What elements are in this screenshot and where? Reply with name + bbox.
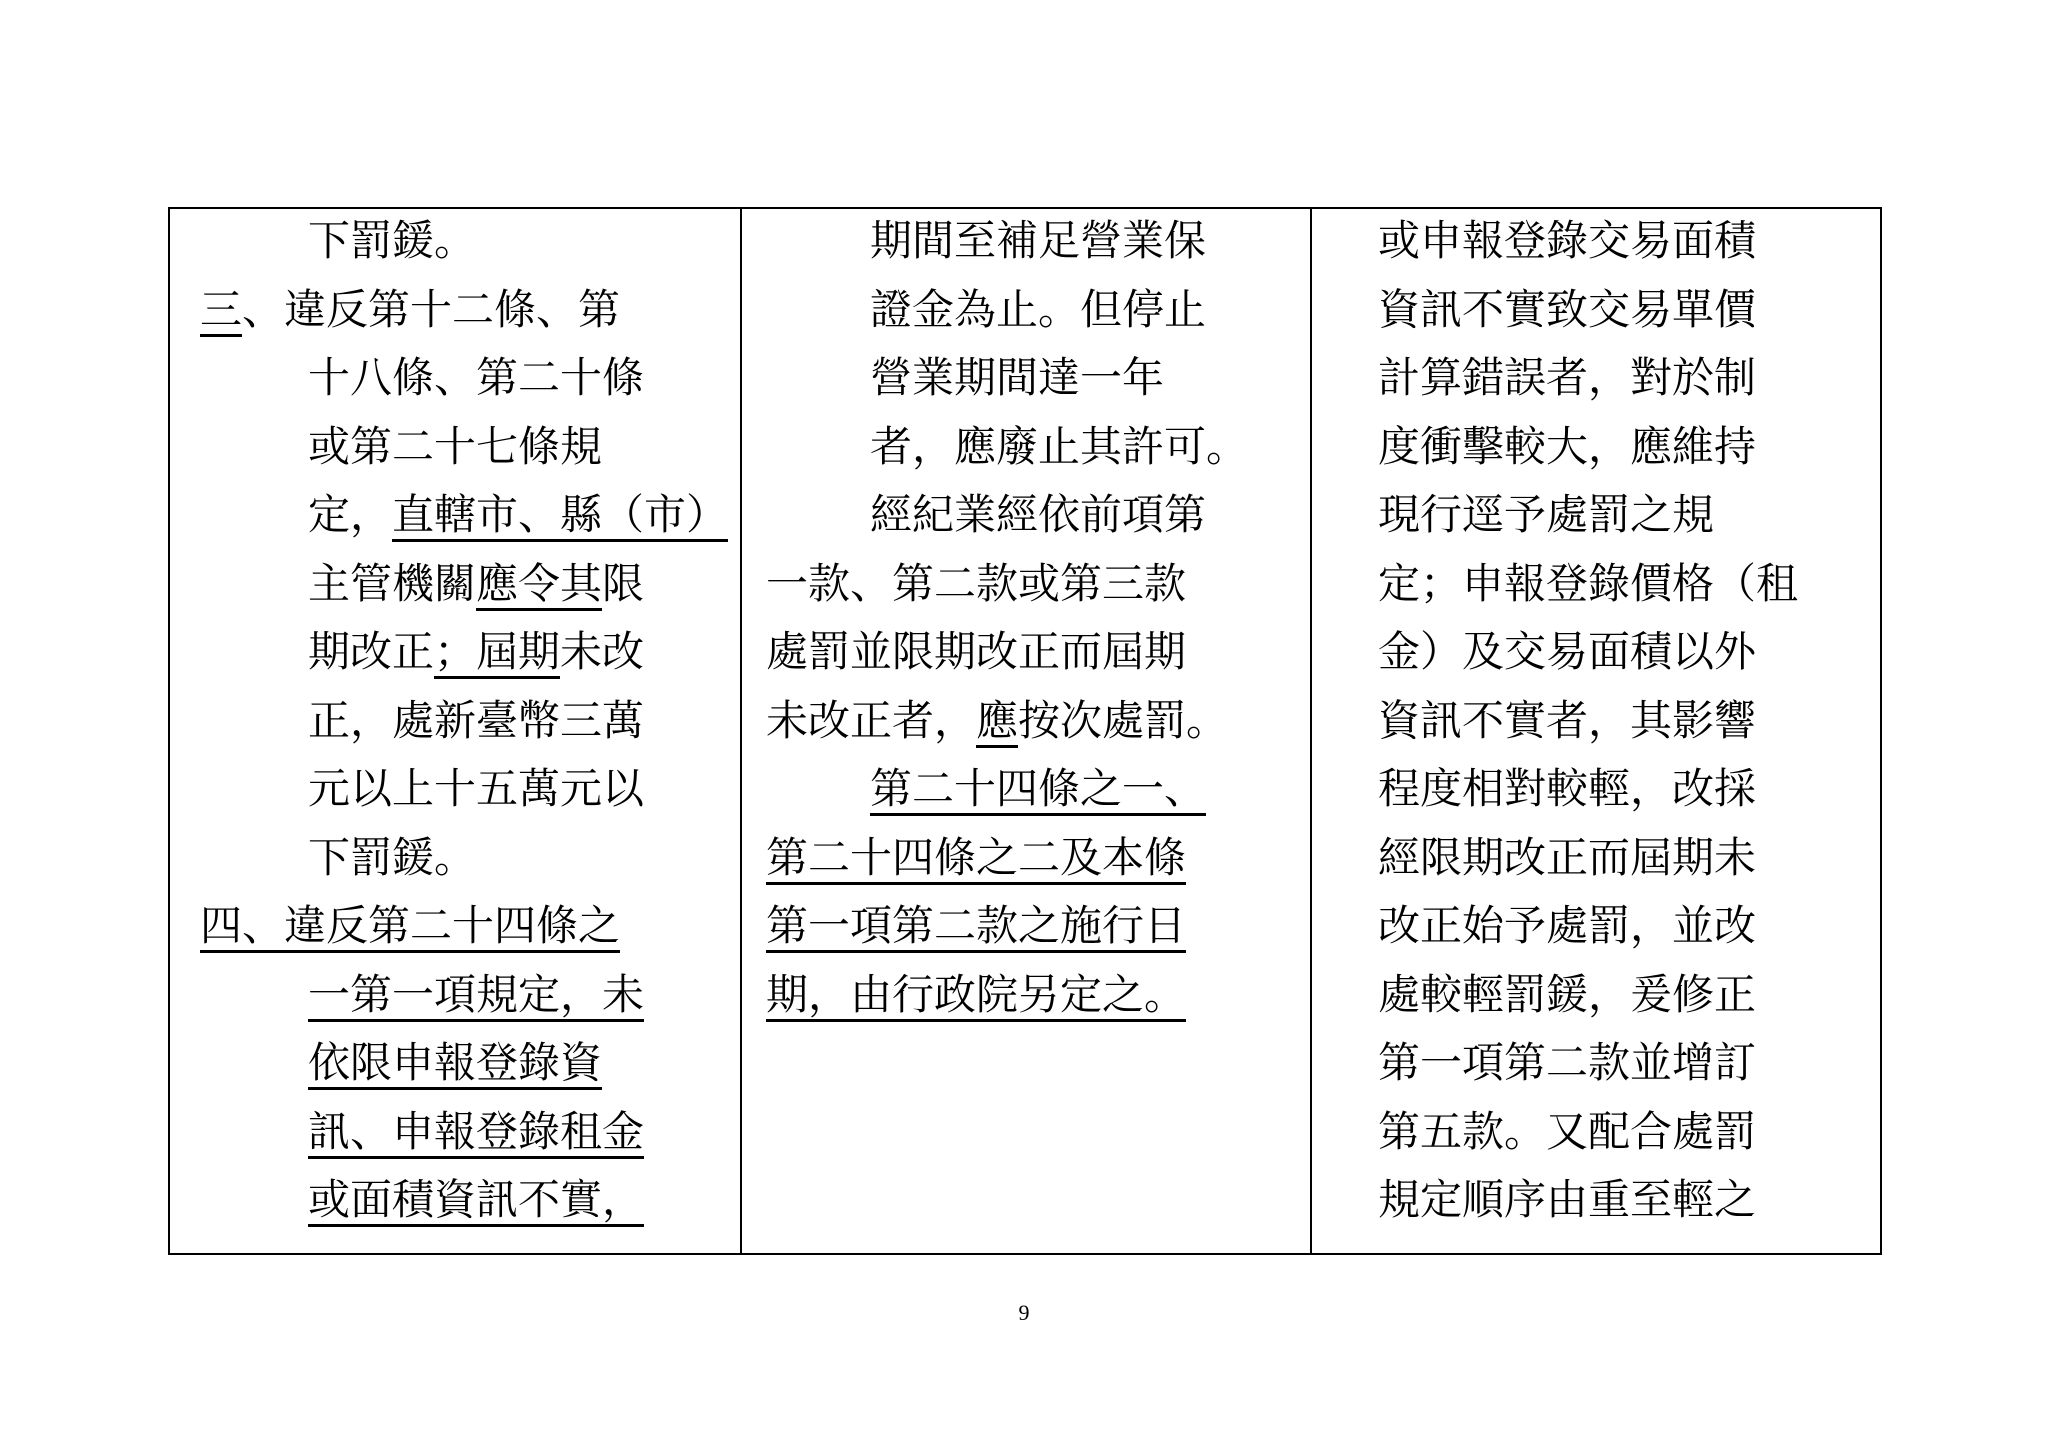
text-line [1378, 487, 1878, 543]
page-number: 9 [1018, 1300, 1030, 1325]
text-segment: 下罰鍰。 [308, 216, 477, 265]
underlined-text: 四、違反第二十四條之 [200, 901, 620, 953]
text-line [1378, 1035, 1878, 1091]
text-segment: 計算錯誤者，對於制 [1378, 353, 1757, 402]
text-line [1378, 1172, 1878, 1228]
text-line [308, 556, 698, 612]
text-segment: 期改正 [308, 627, 435, 676]
text-line [870, 419, 1290, 475]
text-line [308, 419, 698, 475]
text-line [766, 624, 1290, 680]
underlined-text: 第一項第二款之施行日 [766, 901, 1186, 953]
text-segment: 證金為止。但停止 [870, 284, 1207, 334]
text-segment: 限 [602, 558, 645, 608]
text-line [308, 487, 729, 543]
text-segment: 現行逕予處罰之規 [1378, 490, 1715, 539]
text-segment: 期間至補足營業保 [870, 216, 1207, 265]
text-segment: 一款、第二款或第三款 [766, 558, 1187, 608]
underlined-text: 或面積資訊不實， [308, 1175, 644, 1227]
text-segment: 金）及交易面積以外 [1378, 627, 1757, 676]
text-segment: 第五款。又配合處罰 [1378, 1106, 1757, 1156]
text-line [766, 830, 1290, 886]
text-segment: 資訊不實者，其影響 [1378, 695, 1757, 745]
underlined-text: 期，由行政院另定之。 [766, 970, 1186, 1022]
underlined-text: 直轄市、縣（市） [392, 490, 728, 542]
column-divider [740, 209, 742, 1253]
text-line [1378, 761, 1878, 817]
text-line [1378, 556, 1878, 612]
text-line [308, 350, 698, 406]
text-segment: 處罰並限期改正而屆期 [766, 627, 1187, 676]
text-line [870, 282, 1290, 338]
text-line [308, 624, 698, 680]
text-segment: 按次處罰。 [1018, 695, 1229, 745]
text-line [870, 487, 1290, 543]
text-line [1378, 830, 1878, 886]
text-line [308, 693, 698, 749]
text-line [766, 693, 1290, 749]
text-line [1378, 693, 1878, 749]
text-segment: 未改正者， [766, 695, 977, 745]
text-segment: 度衝擊較大，應維持 [1378, 421, 1757, 471]
text-line [1378, 350, 1878, 406]
text-line [766, 967, 1290, 1023]
text-segment: 程度相對較輕，改採 [1378, 764, 1757, 813]
text-segment: 者，應廢止其許可。 [870, 421, 1249, 471]
underlined-text: ；屆期 [434, 627, 560, 679]
text-line [308, 1035, 698, 1091]
text-line [870, 213, 1290, 269]
text-segment: 第一項第二款並增訂 [1378, 1038, 1757, 1087]
underlined-text: 第二十四條之二及本條 [766, 833, 1186, 885]
text-line [1378, 419, 1878, 475]
text-segment: 正，處新臺幣三萬 [308, 695, 645, 745]
text-segment: 規定順序由重至輕之 [1378, 1175, 1757, 1224]
text-line [308, 967, 698, 1023]
text-line [308, 830, 698, 886]
text-segment: 或申報登錄交易面積 [1378, 216, 1757, 265]
text-segment: 資訊不實致交易單價 [1378, 284, 1757, 334]
text-line [308, 213, 698, 269]
text-line [308, 1104, 698, 1160]
underlined-text: 應 [976, 696, 1018, 748]
column-divider [1310, 209, 1312, 1253]
underlined-text: 第二十四條之一、 [870, 764, 1206, 816]
text-segment: 、違反第十二條、第 [242, 284, 621, 334]
text-segment: 定；申報登錄價格（租 [1378, 558, 1799, 608]
text-segment: 十八條、第二十條 [308, 353, 645, 402]
text-line [200, 282, 700, 338]
text-segment: 或第二十七條規 [308, 421, 603, 471]
text-line [1378, 967, 1878, 1023]
underlined-text: 三 [200, 285, 242, 337]
text-line [1378, 898, 1878, 954]
comparison-table [168, 207, 1882, 1255]
underlined-text: 一第一項規定，未 [308, 970, 644, 1022]
text-line [1378, 282, 1878, 338]
text-line [1378, 624, 1878, 680]
text-line [308, 1172, 698, 1228]
text-line [1378, 213, 1878, 269]
text-segment: 元以上十五萬元以 [308, 764, 645, 813]
text-line [766, 898, 1290, 954]
text-line [766, 556, 1290, 612]
text-line [308, 761, 698, 817]
underlined-text: 應令其 [476, 559, 602, 611]
underlined-text: 訊、申報登錄租金 [308, 1107, 644, 1159]
text-segment: 未改 [560, 627, 645, 676]
text-line [1378, 1104, 1878, 1160]
text-segment: 主管機關 [308, 558, 477, 608]
text-line [870, 350, 1290, 406]
text-segment: 定， [308, 490, 393, 539]
text-line [870, 761, 1290, 817]
text-segment: 改正始予處罰，並改 [1378, 901, 1757, 950]
text-segment: 經紀業經依前項第 [870, 490, 1207, 539]
text-segment: 營業期間達一年 [870, 353, 1165, 402]
text-line [200, 898, 700, 954]
underlined-text: 依限申報登錄資 [308, 1038, 602, 1090]
text-segment: 下罰鍰。 [308, 832, 477, 882]
text-segment: 處較輕罰鍰，爰修正 [1378, 969, 1757, 1019]
text-segment: 經限期改正而屆期未 [1378, 832, 1757, 882]
